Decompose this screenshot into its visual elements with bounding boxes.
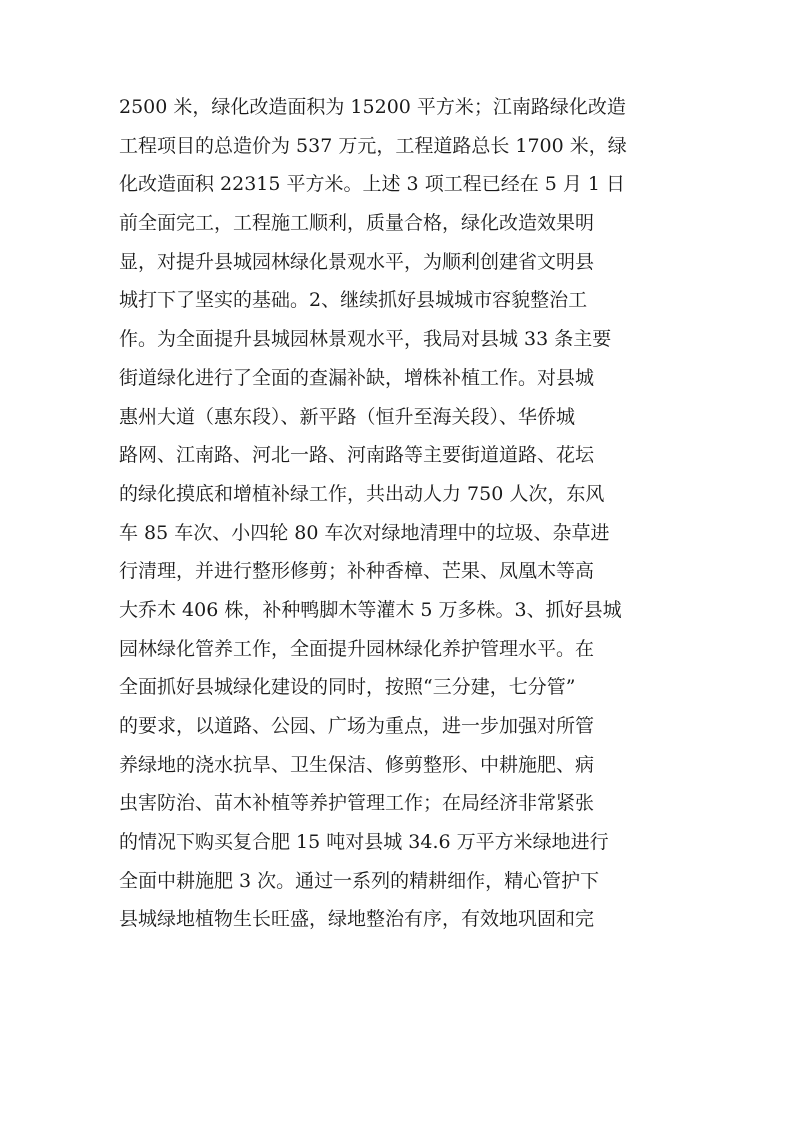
text-line: 的要求，以道路、公园、广场为重点，进一步加强对所管: [119, 715, 595, 737]
text-line: 的绿化摸底和增植补绿工作，共出动人力 750 人次，东风: [119, 482, 605, 505]
text-line: 全面抓好县城绿化建设的同时，按照“三分建，七分管”: [119, 676, 576, 699]
text-line: 大乔木 406 株，补种鸭脚木等灌木 5 万多株。3、抓好县城: [119, 598, 622, 621]
text-line: 城打下了坚实的基础。2、继续抓好县城城市容貌整治工: [119, 289, 588, 312]
text-line: 显，对提升县城园林绿化景观水平，为顺利创建省文明县: [119, 250, 595, 273]
body-text: [119, 88, 679, 939]
text-line: 惠州大道（惠东段）、新平路（恒升至海关段）、华侨城: [119, 405, 576, 428]
text-line: 县城绿地植物生长旺盛，绿地整治有序，有效地巩固和完: [119, 908, 595, 931]
text-line: 工程项目的总造价为 537 万元，工程道路总长 1700 米，绿: [119, 134, 627, 157]
text-line: 园林绿化管养工作，全面提升园林绿化养护管理水平。在: [119, 637, 595, 660]
text-line: 路网、江南路、河北一路、河南路等主要街道道路、花坛: [119, 444, 595, 467]
text-line: 街道绿化进行了全面的查漏补缺，增株补植工作。对县城: [119, 366, 595, 389]
text-line: 的情况下购买复合肥 15 吨对县城 34.6 万平方米绿地进行: [119, 831, 609, 854]
text-line: 车 85 车次、小四轮 80 车次对绿地清理中的垃圾、杂草进: [119, 521, 610, 544]
text-line: 全面中耕施肥 3 次。通过一系列的精耕细作，精心管护下: [119, 869, 600, 892]
text-line: 养绿地的浇水抗旱、卫生保洁、修剪整形、中耕施肥、病: [119, 753, 595, 776]
text-line: 2500 米，绿化改造面积为 15200 平方米；江南路绿化改造: [119, 96, 626, 118]
text-line: 作。为全面提升县城园林景观水平，我局对县城 33 条主要: [119, 328, 612, 351]
text-line: 虫害防治、苗木补植等养护管理工作；在局经济非常紧张: [119, 792, 595, 815]
text-line: 化改造面积 22315 平方米。上述 3 项工程已经在 5 月 1 日: [119, 173, 626, 196]
text-line: 行清理，并进行整形修剪；补种香樟、芒果、凤凰木等高: [119, 560, 595, 583]
text-line: 前全面完工，工程施工顺利，质量合格，绿化改造效果明: [119, 212, 595, 235]
